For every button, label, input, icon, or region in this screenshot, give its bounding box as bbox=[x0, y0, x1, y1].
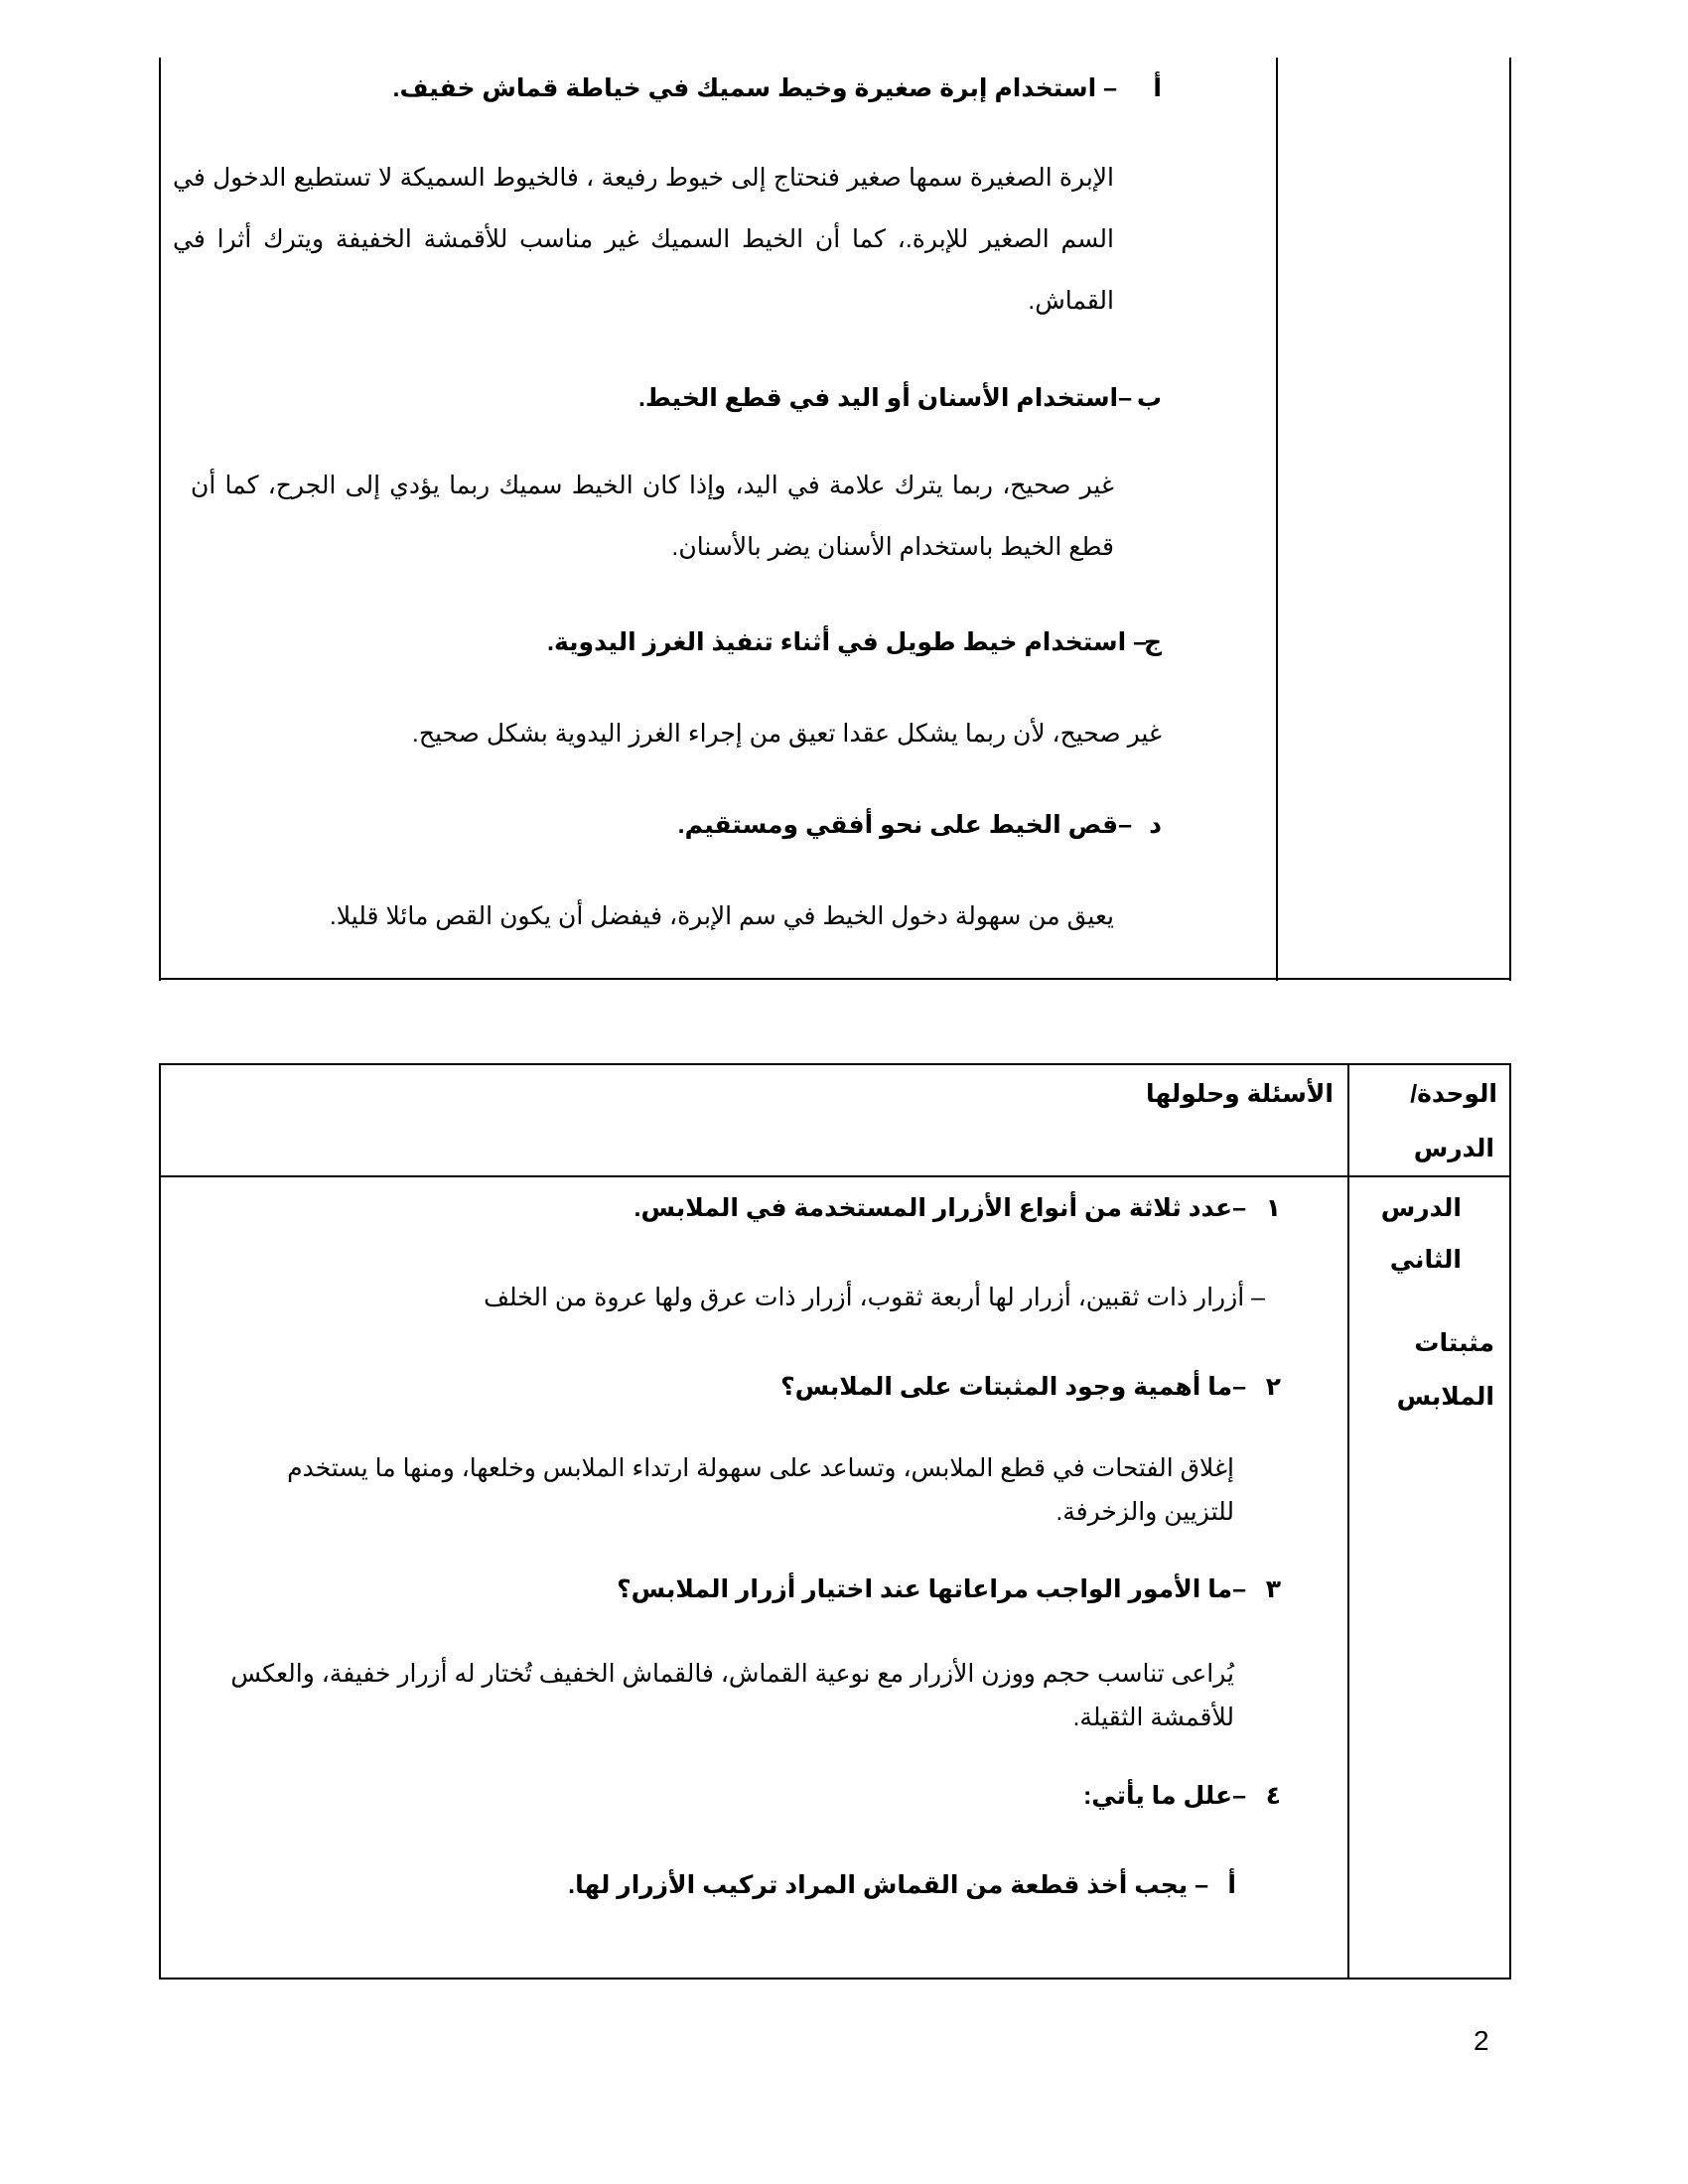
answer-text: يُراعى تناسب حجم ووزن الأزرار مع نوعية القماش، فالقماش الخفيف تُختار له أزرار خفيفة، والعكس للأقمشة الثقيلة. bbox=[230, 1660, 1234, 1731]
header-unit-label: الوحدة/ bbox=[1410, 1080, 1497, 1108]
item-marker: د bbox=[1149, 811, 1162, 839]
item-question: –قص الخيط على نحو أفقي ومستقيم. bbox=[677, 811, 1132, 839]
answer-text: إغلاق الفتحات في قطع الملابس، وتساعد على سهولة ارتداء الملابس وخلعها، ومنها ما يستخدم للتزيين والزخرفة. bbox=[287, 1454, 1234, 1526]
question-number: ١ bbox=[1265, 1194, 1281, 1222]
question-text: –ما الأمور الواجب مراعاتها عند اختيار أزرار الملابس؟ bbox=[617, 1575, 1246, 1603]
item-marker: ب bbox=[1136, 384, 1162, 412]
item-answer: غير صحيح، لأن ربما يشكل عقدا تعيق من إجراء الغرز اليدوية بشكل صحيح. bbox=[411, 720, 1162, 748]
question-number: ٣ bbox=[1265, 1575, 1281, 1603]
sub-item-question: – يجب أخذ قطعة من القماش المراد تركيب الأزرار لها. bbox=[568, 1871, 1208, 1899]
table-2-column-divider bbox=[1347, 1063, 1349, 1979]
table-2-bottom-border bbox=[159, 1978, 1511, 1979]
item-answer: يعيق من سهولة دخول الخيط في سم الإبرة، فيفضل أن يكون القص مائلا قليلا. bbox=[329, 902, 1114, 930]
lesson-title: الملابس bbox=[1396, 1383, 1494, 1411]
question-text: –ما أهمية وجود المثبتات على الملابس؟ bbox=[780, 1373, 1246, 1401]
lesson-name: الثاني bbox=[1389, 1246, 1462, 1274]
table-1-bottom-border bbox=[159, 978, 1511, 980]
table-2-top-border bbox=[159, 1063, 1511, 1065]
answer-text: – أزرار ذات ثقبين، أزرار لها أربعة ثقوب، أزرار ذات عرق ولها عروة من الخلف bbox=[484, 1284, 1265, 1311]
header-lesson-label: الدرس bbox=[1413, 1135, 1494, 1162]
question-number: ٤ bbox=[1265, 1782, 1281, 1810]
table-2-header-divider bbox=[159, 1175, 1511, 1177]
page-number: 2 bbox=[1474, 2025, 1489, 2056]
item-question: – استخدام إبرة صغيرة وخيط سميك في خياطة قماش خفيف. bbox=[392, 74, 1117, 102]
table-1-right-border bbox=[1509, 58, 1511, 981]
sub-item-marker: أ bbox=[1227, 1871, 1236, 1899]
header-questions-label: الأسئلة وحلولها bbox=[1145, 1080, 1334, 1108]
item-answer: الإبرة الصغيرة سمها صغير فنحتاج إلى خيوط رفيعة ، فالخيوط السميكة لا تستطيع الدخول في السم الصغير للإبرة.، كما أن الخيط السميك غير مناسب للأقمشة الخفيفة ويترك أثرا في القماش. bbox=[173, 164, 1114, 315]
question-text: –علل ما يأتي: bbox=[1082, 1782, 1246, 1810]
question-text: –عدد ثلاثة من أنواع الأزرار المستخدمة في الملابس. bbox=[633, 1194, 1246, 1222]
table-2-right-border bbox=[1509, 1063, 1511, 1979]
item-answer: غير صحيح، ربما يترك علامة في اليد، وإذا كان الخيط سميك ربما يؤدي إلى الجرح، كما أن قطع الخيط باستخدام الأسنان يضر بالأسنان. bbox=[191, 472, 1114, 561]
lesson-name: الدرس bbox=[1380, 1194, 1462, 1222]
item-question: – استخدام خيط طويل في أثناء تنفيذ الغرز اليدوية. bbox=[547, 628, 1147, 656]
table-1-column-divider bbox=[1276, 58, 1278, 981]
item-question: –استخدام الأسنان أو اليد في قطع الخيط. bbox=[637, 384, 1132, 412]
item-marker: أ bbox=[1153, 74, 1162, 102]
table-1-left-border bbox=[159, 58, 161, 981]
lesson-title: مثبتات bbox=[1414, 1329, 1494, 1357]
question-number: ٢ bbox=[1265, 1373, 1281, 1401]
item-marker: ج bbox=[1143, 628, 1162, 656]
table-2-left-border bbox=[159, 1063, 161, 1979]
